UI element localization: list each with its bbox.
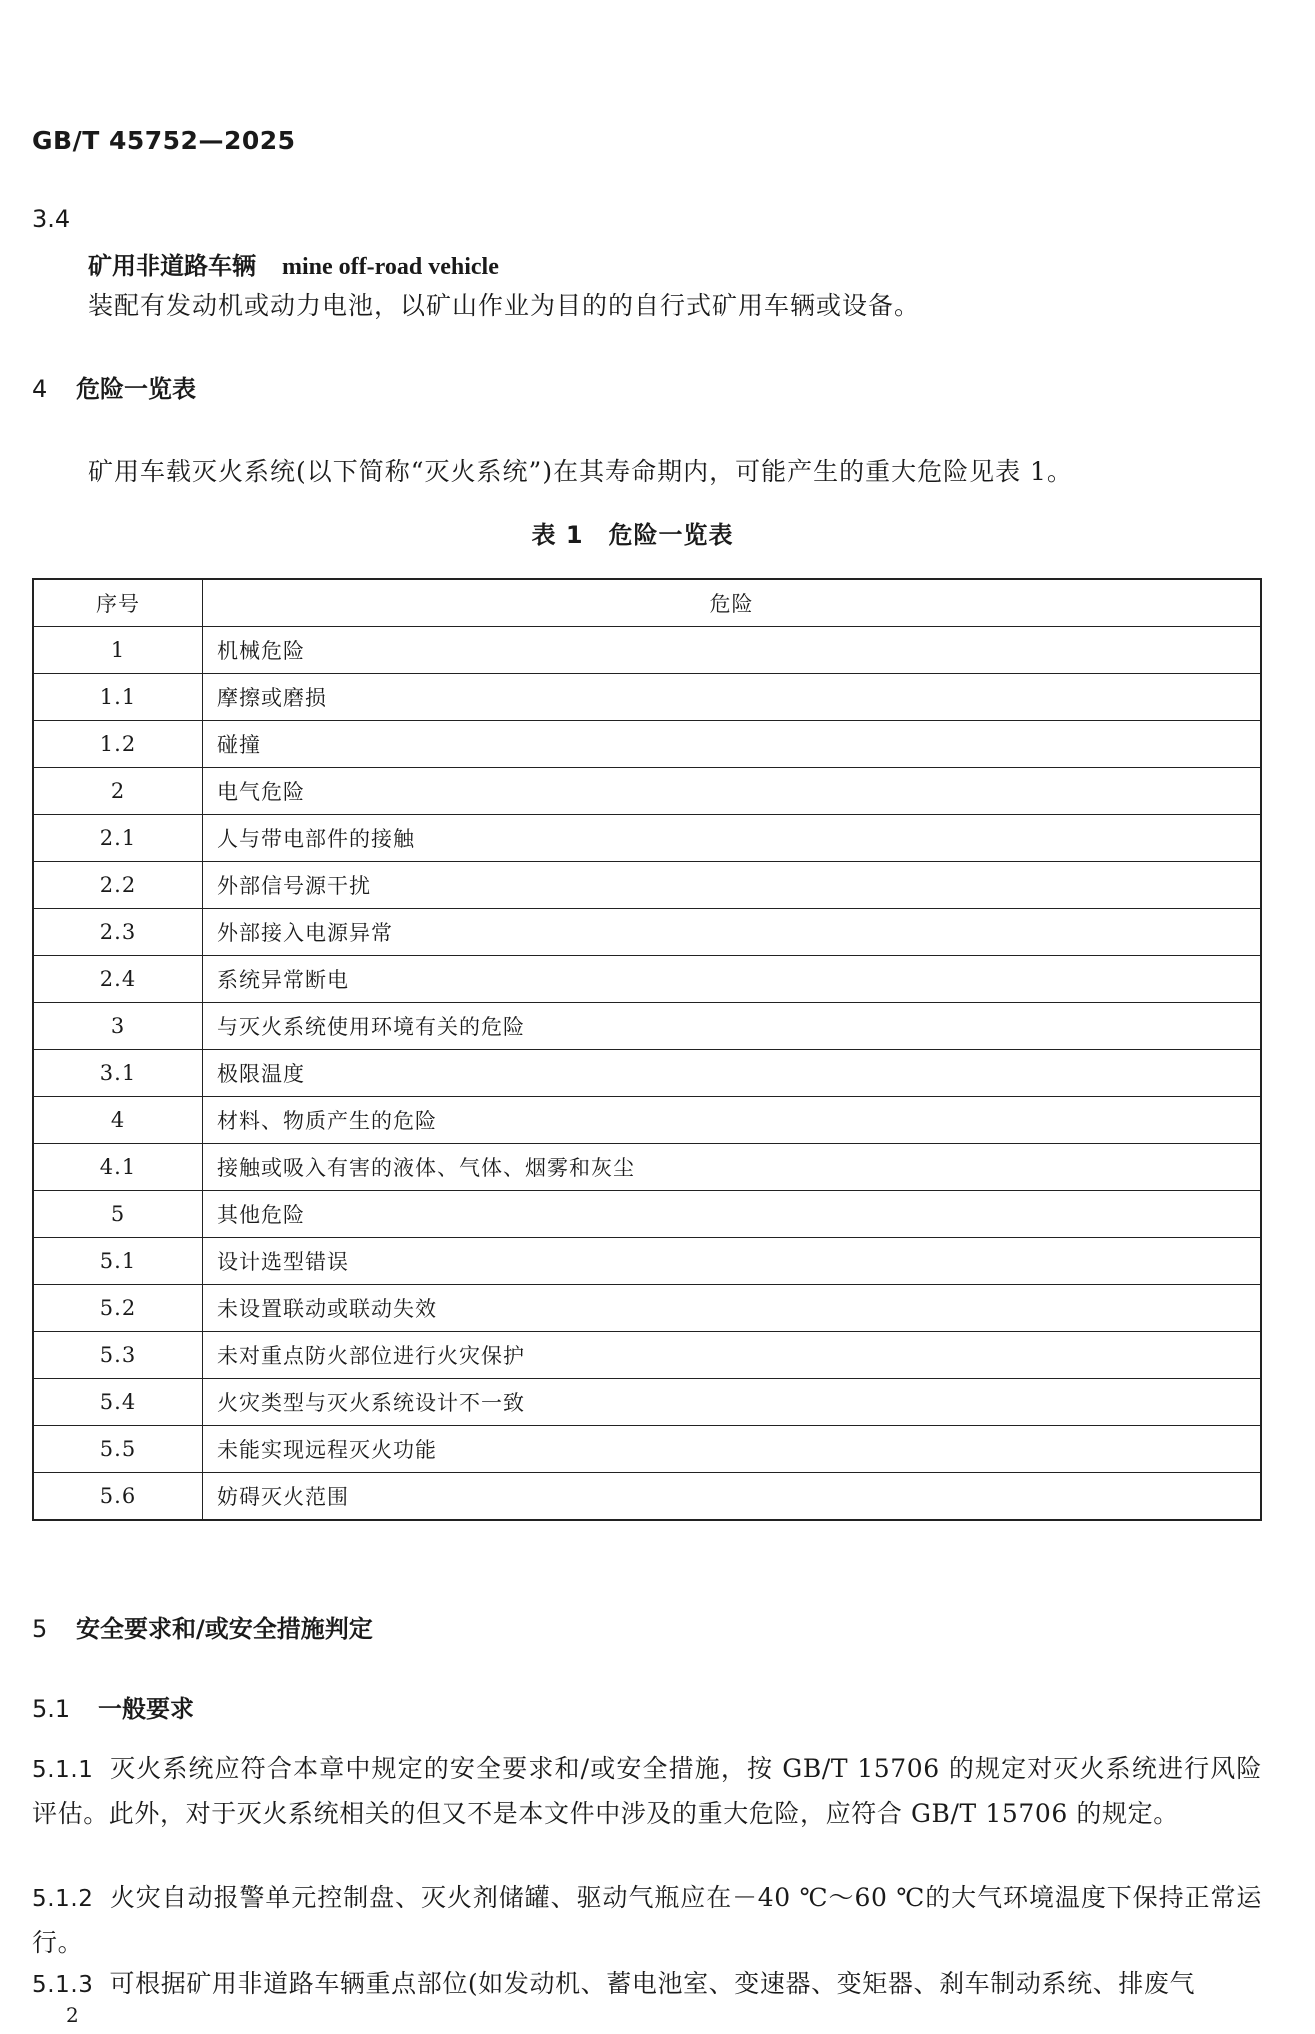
row-number-cell: 1.1: [33, 674, 203, 721]
row-number-cell: 5.5: [33, 1426, 203, 1473]
table-row: [33, 721, 1261, 768]
row-number-cell: 3: [33, 1003, 203, 1050]
hazard-cell: 接触或吸入有害的液体、气体、烟雾和灰尘: [203, 1144, 1262, 1191]
hazard-cell: 未能实现远程灭火功能: [203, 1426, 1262, 1473]
table-header-row: [33, 579, 1261, 627]
hazard-table: [32, 578, 1262, 1521]
clause-text: 可根据矿用非道路车辆重点部位(如发动机、蓄电池室、变速器、变矩器、刹车制动系统、排废气: [109, 1969, 1196, 1998]
clause-text: 灭火系统应符合本章中规定的安全要求和/或安全措施，按 GB/T 15706 的规定对灭火系统进行风险评估。此外，对于灭火系统相关的但又不是本文件中涉及的重大危险，应符合 GB/T 15706 的规定。: [32, 1754, 1262, 1828]
row-number-cell: 2.4: [33, 956, 203, 1003]
row-number-cell: 5.1: [33, 1238, 203, 1285]
hazard-cell: 系统异常断电: [203, 956, 1262, 1003]
table-row: [33, 1191, 1261, 1238]
section-4-heading: [32, 369, 196, 404]
hazard-cell: 机械危险: [203, 627, 1262, 674]
term-en: mine off-road vehicle: [282, 254, 499, 280]
hazard-cell: 外部信号源干扰: [203, 862, 1262, 909]
table-row: [33, 862, 1261, 909]
term-definition: 装配有发动机或动力电池，以矿山作业为目的的自行式矿用车辆或设备。: [88, 291, 921, 320]
hazard-cell: 其他危险: [203, 1191, 1262, 1238]
section-5-1-heading: [32, 1689, 194, 1724]
page-number: 2: [66, 2003, 79, 2027]
table-row: [33, 1473, 1261, 1521]
section-5-number: 5: [32, 1615, 48, 1643]
section-4-number: 4: [32, 375, 48, 403]
table-row: [33, 909, 1261, 956]
hazard-cell: 与灭火系统使用环境有关的危险: [203, 1003, 1262, 1050]
term-heading: [88, 246, 499, 281]
table-row: [33, 768, 1261, 815]
table-row: [33, 1050, 1261, 1097]
table-row: [33, 815, 1261, 862]
section-5-title: 安全要求和/或安全措施判定: [76, 1615, 373, 1643]
clause-number: 5.1.3: [32, 1972, 94, 1998]
table-body: [33, 627, 1261, 1521]
hazard-cell: 人与带电部件的接触: [203, 815, 1262, 862]
table-row: [33, 674, 1261, 721]
section-5-1-title: 一般要求: [98, 1695, 194, 1723]
section-5-heading: [32, 1609, 373, 1644]
row-number-cell: 5.4: [33, 1379, 203, 1426]
table-row: [33, 1332, 1261, 1379]
row-number-cell: 1.2: [33, 721, 203, 768]
row-number-cell: 1: [33, 627, 203, 674]
row-number-cell: 2: [33, 768, 203, 815]
row-number-cell: 4: [33, 1097, 203, 1144]
row-number-cell: 5: [33, 1191, 203, 1238]
table-row: [33, 1097, 1261, 1144]
table-row: [33, 1238, 1261, 1285]
column-header-hazard: 危险: [203, 579, 1262, 627]
hazard-cell: 摩擦或磨损: [203, 674, 1262, 721]
table-row: [33, 1426, 1261, 1473]
standard-number: GB/T 45752—2025: [32, 126, 296, 155]
clause-5-1-1: [32, 1747, 1262, 1835]
row-number-cell: 5.6: [33, 1473, 203, 1521]
hazard-cell: 外部接入电源异常: [203, 909, 1262, 956]
hazard-cell: 极限温度: [203, 1050, 1262, 1097]
row-number-cell: 3.1: [33, 1050, 203, 1097]
row-number-cell: 5.2: [33, 1285, 203, 1332]
hazard-cell: 火灾类型与灭火系统设计不一致: [203, 1379, 1262, 1426]
hazard-cell: 电气危险: [203, 768, 1262, 815]
row-number-cell: 2.2: [33, 862, 203, 909]
term-number: 3.4: [32, 205, 71, 233]
hazard-cell: 妨碍灭火范围: [203, 1473, 1262, 1521]
table-row: [33, 1144, 1261, 1191]
row-number-cell: 2.1: [33, 815, 203, 862]
table-caption: 表 1 危险一览表: [531, 521, 734, 549]
hazard-cell: 设计选型错误: [203, 1238, 1262, 1285]
row-number-cell: 2.3: [33, 909, 203, 956]
clause-number: 5.1.2: [32, 1886, 94, 1912]
table-row: [33, 1379, 1261, 1426]
row-number-cell: 5.3: [33, 1332, 203, 1379]
hazard-cell: 材料、物质产生的危险: [203, 1097, 1262, 1144]
hazard-cell: 未对重点防火部位进行火灾保护: [203, 1332, 1262, 1379]
table-row: [33, 627, 1261, 674]
clause-5-1-3: [32, 1962, 1262, 2005]
table-row: [33, 956, 1261, 1003]
column-header-no: 序号: [33, 579, 203, 627]
table-row: [33, 1003, 1261, 1050]
section-5-1-number: 5.1: [32, 1695, 71, 1723]
hazard-cell: 未设置联动或联动失效: [203, 1285, 1262, 1332]
row-number-cell: 4.1: [33, 1144, 203, 1191]
section-4-intro: 矿用车载灭火系统(以下简称“灭火系统”)在其寿命期内，可能产生的重大危险见表 1。: [88, 457, 1073, 486]
clause-text: 火灾自动报警单元控制盘、灭火剂储罐、驱动气瓶应在－40 ℃～60 ℃的大气环境温度下保持正常运行。: [32, 1883, 1262, 1957]
table-row: [33, 1285, 1261, 1332]
hazard-cell: 碰撞: [203, 721, 1262, 768]
term-zh: 矿用非道路车辆: [88, 252, 256, 280]
section-4-title: 危险一览表: [76, 375, 196, 403]
clause-number: 5.1.1: [32, 1757, 94, 1783]
clause-5-1-2: [32, 1876, 1262, 1964]
